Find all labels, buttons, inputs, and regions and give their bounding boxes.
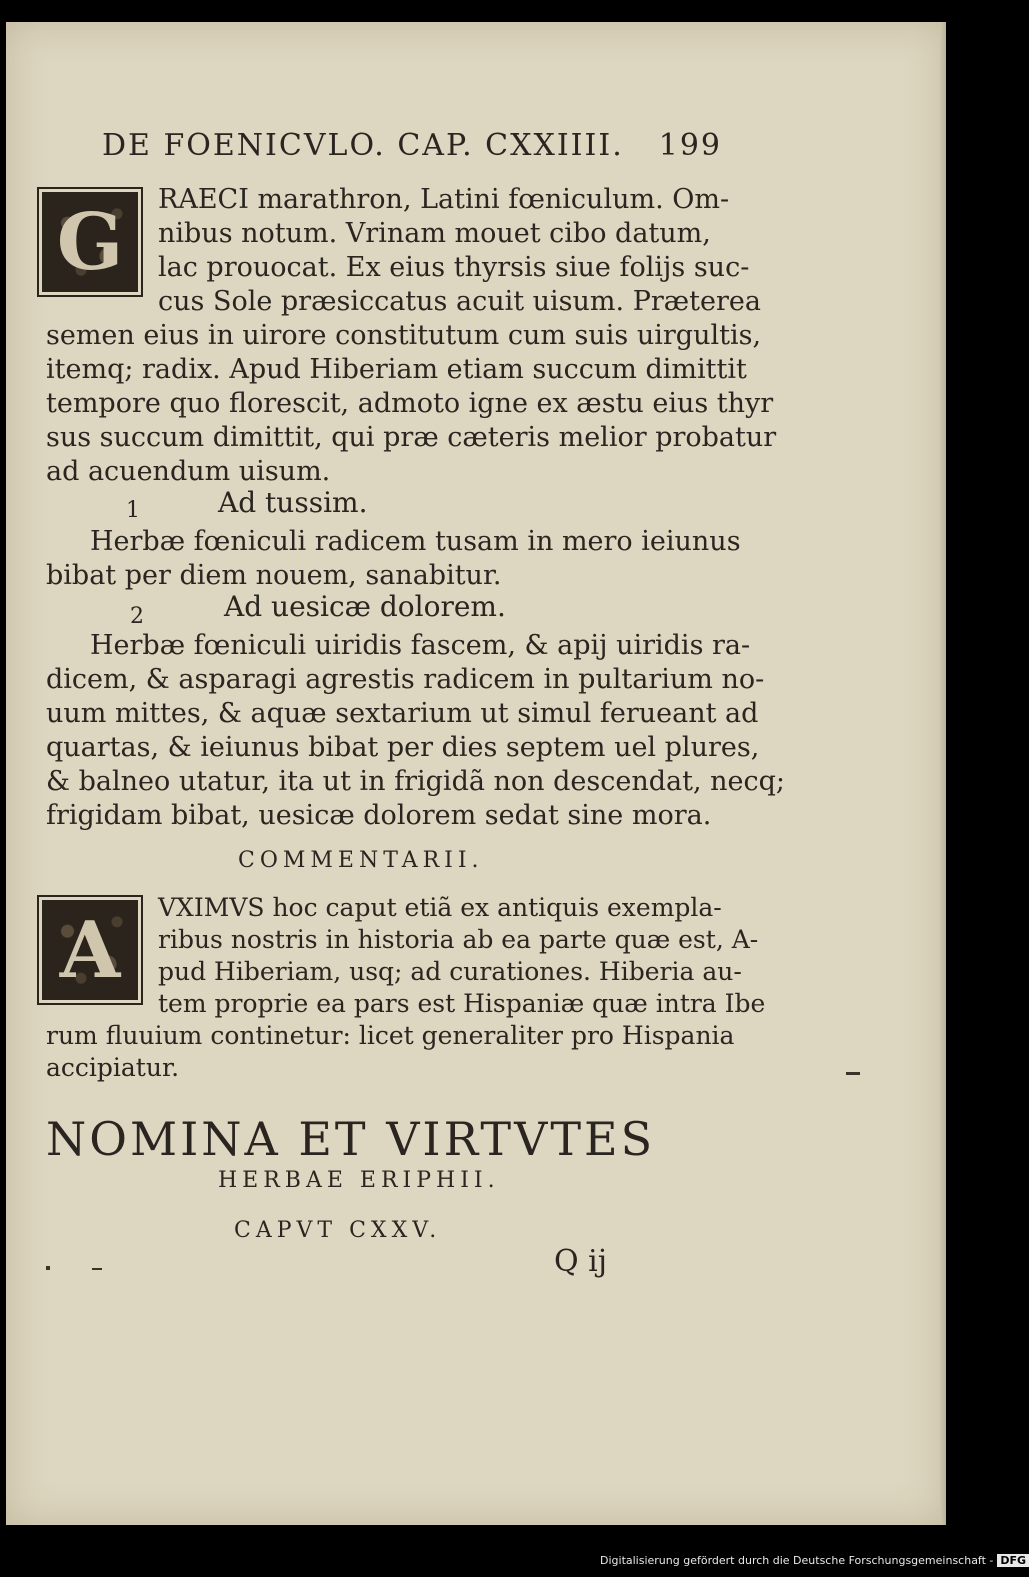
header-title: DE FOENICVLO. CAP. CXXIIII. bbox=[102, 128, 624, 163]
dfg-logo: DFG bbox=[997, 1554, 1029, 1567]
remedy-number: 1 bbox=[126, 498, 140, 523]
text-line: dicem, & asparagi agrestis radicem in pultarium no- bbox=[46, 664, 765, 695]
text-line: ribus nostris in historia ab ea parte quæ est, A- bbox=[158, 925, 759, 954]
text-line: Herbæ fœniculi radicem tusam in mero ieiunus bbox=[90, 526, 741, 557]
text-line: RAECI marathron, Latini fœniculum. Om- bbox=[158, 184, 730, 215]
text-line: Herbæ fœniculi uiridis fascem, & apij uiridis ra- bbox=[90, 630, 751, 661]
next-chapter-title: NOMINA ET VIRTVTES bbox=[46, 1112, 656, 1166]
remedy-heading: Ad tussim. bbox=[218, 486, 368, 519]
text-line: semen eius in uirore constitutum cum suis uirgultis, bbox=[46, 320, 762, 351]
text-line: itemq; radix. Apud Hiberiam etiam succum dimittit bbox=[46, 354, 747, 385]
remedy-number: 2 bbox=[130, 604, 144, 629]
text-line: uum mittes, & aquæ sextarium ut simul ferueant ad bbox=[46, 698, 759, 729]
ink-mark bbox=[46, 1266, 50, 1270]
page-number: 199 bbox=[658, 128, 722, 163]
text-line: sus succum dimittit, qui præ cæteris melior probatur bbox=[46, 422, 777, 453]
text-line: bibat per diem nouem, sanabitur. bbox=[46, 560, 502, 591]
text-line: pud Hiberiam, usq; ad curationes. Hiberia au- bbox=[158, 957, 742, 986]
signature-mark: Q ij bbox=[554, 1244, 608, 1279]
text-line: lac prouocat. Ex eius thyrsis siue folijs suc- bbox=[158, 252, 750, 283]
decorated-initial-g bbox=[42, 192, 138, 292]
text-line: tem proprie ea pars est Hispaniæ quæ intra Ibe bbox=[158, 989, 766, 1018]
commentary-heading: COMMENTARII. bbox=[238, 848, 484, 873]
ink-mark bbox=[92, 1268, 102, 1270]
credit-text: Digitalisierung gefördert durch die Deutsche Forschungsgemeinschaft - bbox=[600, 1554, 994, 1567]
ink-mark bbox=[846, 1072, 860, 1075]
book-page bbox=[6, 22, 946, 1525]
running-header bbox=[102, 128, 722, 168]
text-line: accipiatur. bbox=[46, 1053, 180, 1082]
decorated-initial-a bbox=[42, 900, 138, 1000]
text-line: frigidam bibat, uesicæ dolorem sedat sine mora. bbox=[46, 800, 712, 831]
text-line: quartas, & ieiunus bibat per dies septem uel plures, bbox=[46, 732, 760, 763]
initial-letter: G bbox=[56, 196, 124, 288]
next-chapter-subtitle: HERBAE ERIPHII. bbox=[218, 1168, 500, 1193]
text-line: cus Sole præsiccatus acuit uisum. Præterea bbox=[158, 286, 761, 317]
text-line: tempore quo florescit, admoto igne ex æstu eius thyr bbox=[46, 388, 774, 419]
text-line: VXIMVS hoc caput etiã ex antiquis exempla- bbox=[158, 893, 722, 922]
text-line: nibus notum. Vrinam mouet cibo datum, bbox=[158, 218, 711, 249]
text-line: & balneo utatur, ita ut in frigidã non descendat, necq; bbox=[46, 766, 786, 797]
text-line: ad acuendum uisum. bbox=[46, 456, 331, 487]
remedy-heading: Ad uesicæ dolorem. bbox=[224, 590, 506, 623]
digitization-credit bbox=[600, 1554, 1029, 1567]
text-line: rum fluuium continetur: licet generaliter pro Hispania bbox=[46, 1021, 735, 1050]
next-chapter-caput: CAPVT CXXV. bbox=[234, 1218, 442, 1243]
initial-letter: A bbox=[59, 904, 121, 996]
